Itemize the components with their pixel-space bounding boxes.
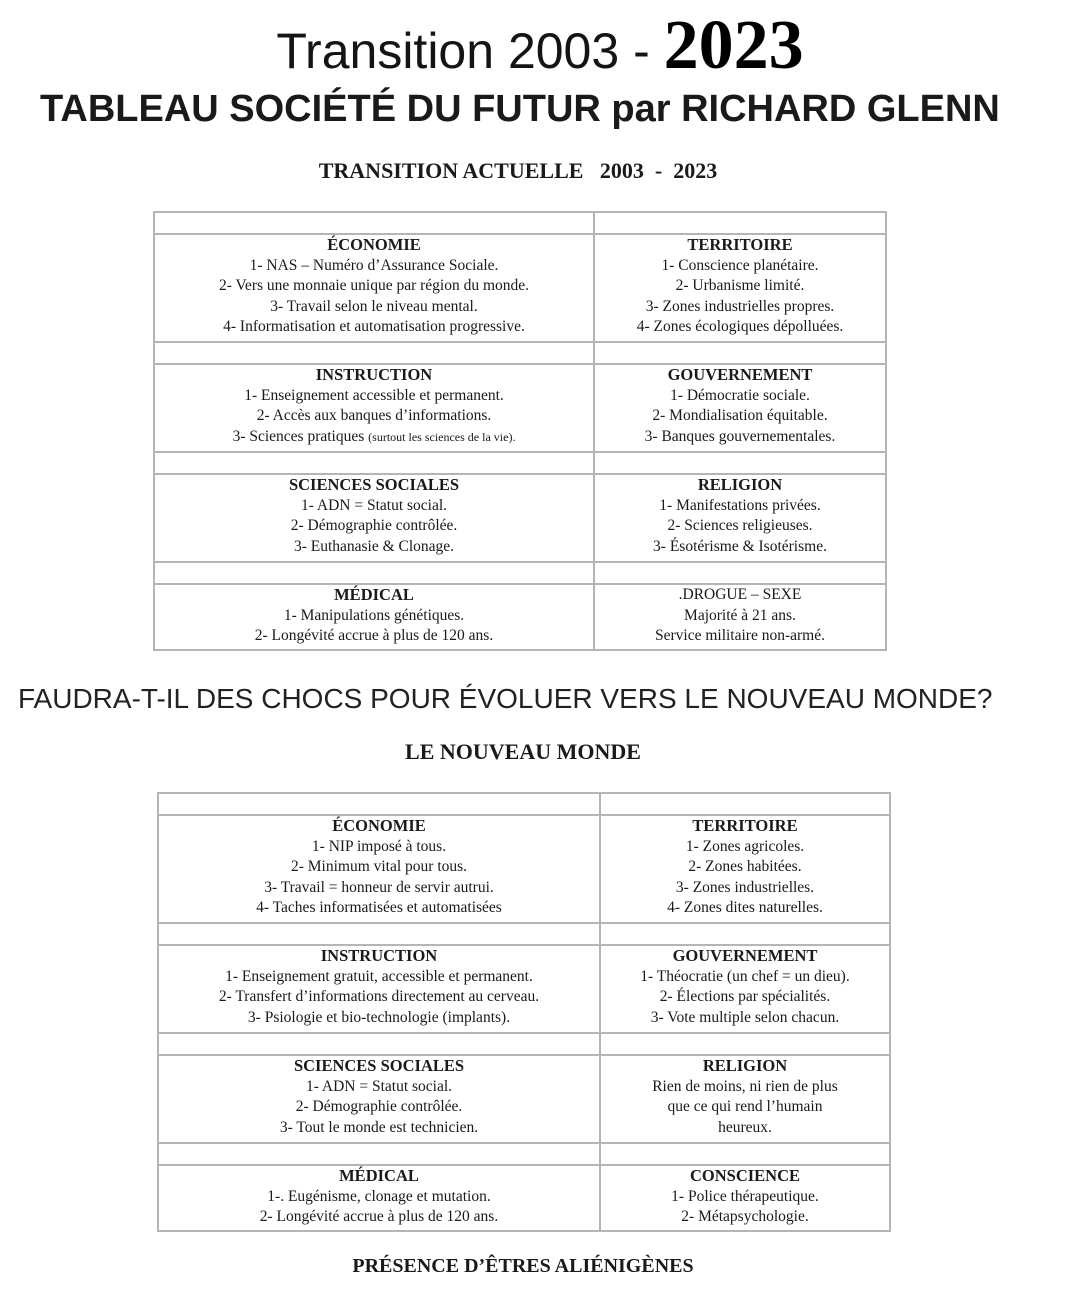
cell-title: INSTRUCTION bbox=[315, 365, 433, 384]
cell-gouvernement bbox=[600, 945, 890, 1033]
spacer-row bbox=[154, 342, 886, 364]
table-row bbox=[158, 1165, 890, 1231]
cell-line: 2- Urbanisme limité. bbox=[675, 277, 805, 294]
cell-line: 3- Banques gouvernementales. bbox=[644, 427, 836, 445]
cell-title: TERRITOIRE bbox=[687, 235, 793, 254]
cell-line: 4- Informatisation et automatisation progressive. bbox=[223, 318, 525, 335]
cell-line: 2- Élections par spécialités. bbox=[659, 988, 831, 1005]
table-row bbox=[154, 234, 886, 342]
table-row bbox=[154, 364, 886, 452]
cell-line: 1- NAS – Numéro d’Assurance Sociale. bbox=[249, 256, 499, 274]
cell-religion bbox=[600, 1055, 890, 1143]
title-line-1 bbox=[0, 6, 1080, 86]
cell-line: 3- Psiologie et bio-technologie (implants). bbox=[247, 1008, 511, 1026]
cell-title: CONSCIENCE bbox=[689, 1166, 801, 1185]
cell-sciences-sociales bbox=[154, 474, 594, 562]
cell-line: 2- Mondialisation équitable. bbox=[652, 407, 828, 424]
cell-line: 3- Ésotérisme & Isotérisme. bbox=[653, 537, 827, 555]
cell-title: RELIGION bbox=[702, 1056, 788, 1075]
cell-instruction bbox=[154, 364, 594, 452]
cell-line: 2- Minimum vital pour tous. bbox=[290, 858, 468, 875]
section1-heading: TRANSITION ACTUELLE 2003 - 2023 bbox=[318, 158, 718, 183]
spacer-row bbox=[154, 212, 886, 234]
cell-drogue-sexe bbox=[594, 584, 886, 650]
cell-territoire bbox=[600, 815, 890, 923]
cell-line: 1- Zones agricoles. bbox=[685, 837, 805, 855]
cell-line: 1- Enseignement gratuit, accessible et permanent. bbox=[225, 967, 533, 985]
cell-line: Service militaire non-armé. bbox=[654, 627, 825, 644]
cell-medical bbox=[154, 584, 594, 650]
footer-heading: PRÉSENCE D’ÊTRES ALIÉNIGÈNES bbox=[352, 1255, 694, 1277]
spacer-row bbox=[158, 793, 890, 815]
cell-line: 3- Tout le monde est technicien. bbox=[279, 1118, 479, 1136]
cell-gouvernement bbox=[594, 364, 886, 452]
cell-line: 1- Conscience planétaire. bbox=[661, 256, 819, 274]
cell-line: 2- Longévité accrue à plus de 120 ans. bbox=[254, 627, 494, 644]
cell-line: 1- NIP imposé à tous. bbox=[311, 837, 447, 855]
cell-line: 1- Manifestations privées. bbox=[659, 496, 821, 514]
cell-title: GOUVERNEMENT bbox=[667, 365, 813, 384]
cell-economie bbox=[154, 234, 594, 342]
spacer-row bbox=[154, 452, 886, 474]
cell-line: heureux. bbox=[718, 1118, 772, 1136]
transition-table bbox=[153, 211, 887, 651]
cell-line: 2- Vers une monnaie unique par région du monde. bbox=[218, 277, 530, 294]
spacer-row bbox=[158, 1143, 890, 1165]
cell-line: 3- Travail = honneur de servir autrui. bbox=[264, 878, 494, 896]
cell-conscience bbox=[600, 1165, 890, 1231]
cell-line: Majorité à 21 ans. bbox=[684, 606, 796, 624]
title-part-1: Transition 2003 - bbox=[276, 23, 664, 79]
cell-line: que ce qui rend l’humain bbox=[667, 1098, 823, 1115]
cell-line: Rien de moins, ni rien de plus bbox=[652, 1077, 838, 1095]
cell-line: 3- Vote multiple selon chacun. bbox=[650, 1008, 840, 1026]
cell-line: 1- Démocratie sociale. bbox=[670, 386, 810, 404]
cell-medical bbox=[158, 1165, 600, 1231]
cell-title: RELIGION bbox=[697, 475, 783, 494]
cell-economie bbox=[158, 815, 600, 923]
cell-line: 2- Accès aux banques d’informations. bbox=[256, 407, 492, 424]
title-year: 2023 bbox=[663, 7, 804, 84]
table-row bbox=[158, 1055, 890, 1143]
cell-line: 2- Zones habitées. bbox=[688, 858, 802, 875]
cell-title: TERRITOIRE bbox=[692, 816, 798, 835]
cell-title: MÉDICAL bbox=[339, 1166, 419, 1185]
spacer-row bbox=[158, 923, 890, 945]
cell-line: 2- Longévité accrue à plus de 120 ans. bbox=[259, 1208, 499, 1225]
cell-title: ÉCONOMIE bbox=[332, 816, 426, 835]
cell-line: 3- Euthanasie & Clonage. bbox=[293, 537, 455, 555]
spacer-row bbox=[158, 1033, 890, 1055]
cell-line: 2- Métapsychologie. bbox=[681, 1208, 809, 1225]
cell-line: 1- Enseignement accessible et permanent. bbox=[244, 386, 504, 404]
cell-title: ÉCONOMIE bbox=[327, 235, 421, 254]
cell-religion bbox=[594, 474, 886, 562]
cell-line: 1- ADN = Statut social. bbox=[305, 1077, 453, 1095]
cell-line: 3- Travail selon le niveau mental. bbox=[270, 297, 478, 315]
cell-line: 2- Démographie contrôlée. bbox=[295, 1098, 463, 1115]
table-row bbox=[158, 945, 890, 1033]
cell-line: 2- Sciences religieuses. bbox=[667, 517, 813, 534]
cell-line: 1- Manipulations génétiques. bbox=[283, 606, 465, 624]
section2-heading: LE NOUVEAU MONDE bbox=[405, 739, 641, 764]
new-world-table bbox=[157, 792, 891, 1232]
cell-title: GOUVERNEMENT bbox=[672, 946, 818, 965]
cell-line: 1- ADN = Statut social. bbox=[300, 496, 448, 514]
table-row bbox=[154, 474, 886, 562]
cell-line: 4- Zones écologiques dépolluées. bbox=[636, 318, 844, 335]
cell-line: 2- Transfert d’informations directement au cerveau. bbox=[218, 988, 540, 1005]
cell-line bbox=[159, 427, 589, 448]
cell-line: 1-. Eugénisme, clonage et mutation. bbox=[267, 1187, 491, 1205]
cell-line: 3- Zones industrielles propres. bbox=[645, 297, 835, 315]
cell-note: (surtout les sciences de la vie). bbox=[368, 429, 516, 444]
cell-title: MÉDICAL bbox=[334, 585, 414, 604]
cell-line: 4- Zones dites naturelles. bbox=[667, 899, 823, 916]
cell-line: 1- Théocratie (un chef = un dieu). bbox=[640, 967, 850, 985]
cell-line: .DROGUE – SEXE bbox=[678, 586, 802, 603]
spacer-row bbox=[154, 562, 886, 584]
subtitle: TABLEAU SOCIÉTÉ DU FUTUR par RICHARD GLENN bbox=[40, 88, 1000, 130]
cell-instruction bbox=[158, 945, 600, 1033]
cell-line: 1- Police thérapeutique. bbox=[671, 1187, 819, 1205]
cell-territoire bbox=[594, 234, 886, 342]
table-row bbox=[154, 584, 886, 650]
question-heading: FAUDRA-T-IL DES CHOCS POUR ÉVOLUER VERS LE NOUVEAU MONDE? bbox=[18, 683, 993, 714]
cell-title: INSTRUCTION bbox=[320, 946, 438, 965]
cell-line-text: 3- Sciences pratiques bbox=[232, 427, 369, 445]
cell-title: SCIENCES SOCIALES bbox=[293, 1056, 465, 1075]
cell-line: 4- Taches informatisées et automatisées bbox=[256, 899, 502, 916]
cell-sciences-sociales bbox=[158, 1055, 600, 1143]
cell-line: 2- Démographie contrôlée. bbox=[290, 517, 458, 534]
cell-title: SCIENCES SOCIALES bbox=[288, 475, 460, 494]
table-row bbox=[158, 815, 890, 923]
cell-line: 3- Zones industrielles. bbox=[675, 878, 815, 896]
